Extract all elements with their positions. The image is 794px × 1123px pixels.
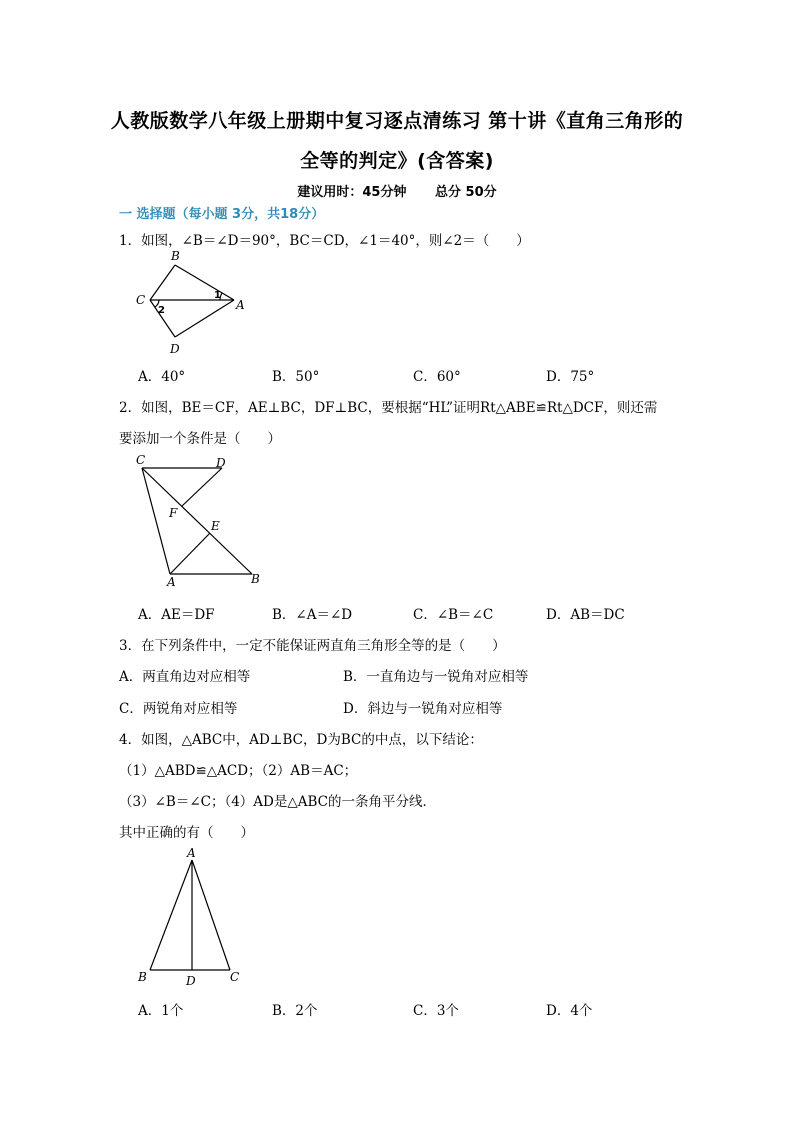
q2-option-b[interactable]: B．∠A＝∠D <box>272 607 353 623</box>
suggested-time: 建议用时：45分钟 <box>297 185 407 200</box>
q4-option-a[interactable]: A．1个 <box>138 1003 184 1019</box>
q2-option-c[interactable]: C．∠B＝∠C <box>413 607 494 623</box>
q2-option-a[interactable]: A．AE＝DF <box>138 607 215 623</box>
q1-edge-cb <box>150 265 175 300</box>
q1-option-c[interactable]: C．60° <box>413 369 461 385</box>
q2-label-d: D <box>216 456 226 470</box>
q2-label-c: C <box>136 453 146 467</box>
q4-stem-line-1: 4．如图，△ABC中，AD⊥BC，D为BC的中点，以下结论： <box>119 732 483 748</box>
q4-stem-line-4: 其中正确的有（ ） <box>119 825 254 841</box>
q1-option-d[interactable]: D．75° <box>546 369 595 385</box>
q4-edge-ab <box>150 860 192 970</box>
q4-label-b: B <box>138 970 147 984</box>
q4-option-d[interactable]: D．4个 <box>546 1003 593 1019</box>
section-heading: 一 选择题（每小题 3分，共18分） <box>119 207 325 222</box>
q1-label-d: D <box>170 342 180 356</box>
q1-label-angle-2: 2 <box>158 305 165 316</box>
document-title-line-2: 全等的判定》(含答案) <box>300 150 494 172</box>
q4-stem-line-3: （3）∠B＝∠C；（4）AD是△ABC的一条角平分线． <box>119 794 437 810</box>
q1-label-a: A <box>236 298 245 312</box>
q1-option-b[interactable]: B．50° <box>272 369 320 385</box>
q2-label-a: A <box>167 575 176 589</box>
q3-stem: 3．在下列条件中，一定不能保证两直角三角形全等的是（ ） <box>119 638 506 654</box>
q2-edge-ca <box>142 468 170 574</box>
q2-label-e: E <box>211 519 220 533</box>
q2-figure <box>130 450 270 590</box>
q3-option-d[interactable]: D．斜边与一锐角对应相等 <box>343 701 503 717</box>
q2-edge-cb <box>142 468 252 574</box>
q2-label-b: B <box>251 572 260 586</box>
q4-option-b[interactable]: B．2个 <box>272 1003 318 1019</box>
q1-figure <box>130 248 260 360</box>
q2-option-d[interactable]: D．AB＝DC <box>546 607 625 623</box>
q2-edge-ae <box>170 533 210 574</box>
q1-label-b: B <box>171 249 180 263</box>
q4-figure <box>130 842 250 990</box>
total-score: 总分 50分 <box>435 185 497 200</box>
document-title-line-1: 人教版数学八年级上册期中复习逐点清练习 第十讲《直角三角形的 <box>110 110 684 132</box>
q4-label-d: D <box>186 974 196 988</box>
q4-label-a: A <box>187 846 196 860</box>
q3-option-b[interactable]: B．一直角边与一锐角对应相等 <box>343 669 529 685</box>
q2-stem-line-1: 2．如图，BE＝CF，AE⊥BC，DF⊥BC，要根据“HL”证明Rt△ABE≌Rt△DCF，则还需 <box>119 400 658 416</box>
q1-label-c: C <box>136 293 146 307</box>
q1-edge-da <box>175 300 234 337</box>
q1-label-angle-1: 1 <box>214 290 221 301</box>
q4-label-c: C <box>230 970 240 984</box>
q2-stem-line-2: 要添加一个条件是（ ） <box>119 431 281 447</box>
q2-edge-df <box>182 468 222 506</box>
q4-stem-line-2: （1）△ABD≌△ACD；（2）AB＝AC； <box>119 763 358 779</box>
q1-edge-ba <box>175 265 234 300</box>
q1-stem: 1．如图，∠B＝∠D＝90°，BC＝CD，∠1＝40°，则∠2＝（ ） <box>119 233 530 249</box>
q1-option-a[interactable]: A．40° <box>138 369 186 385</box>
exam-meta <box>0 181 794 200</box>
q4-option-c[interactable]: C．3个 <box>413 1003 459 1019</box>
q4-edge-ac <box>192 860 230 970</box>
q3-option-c[interactable]: C．两锐角对应相等 <box>119 701 238 717</box>
q3-option-a[interactable]: A．两直角边对应相等 <box>119 669 251 685</box>
q2-label-f: F <box>169 506 178 520</box>
